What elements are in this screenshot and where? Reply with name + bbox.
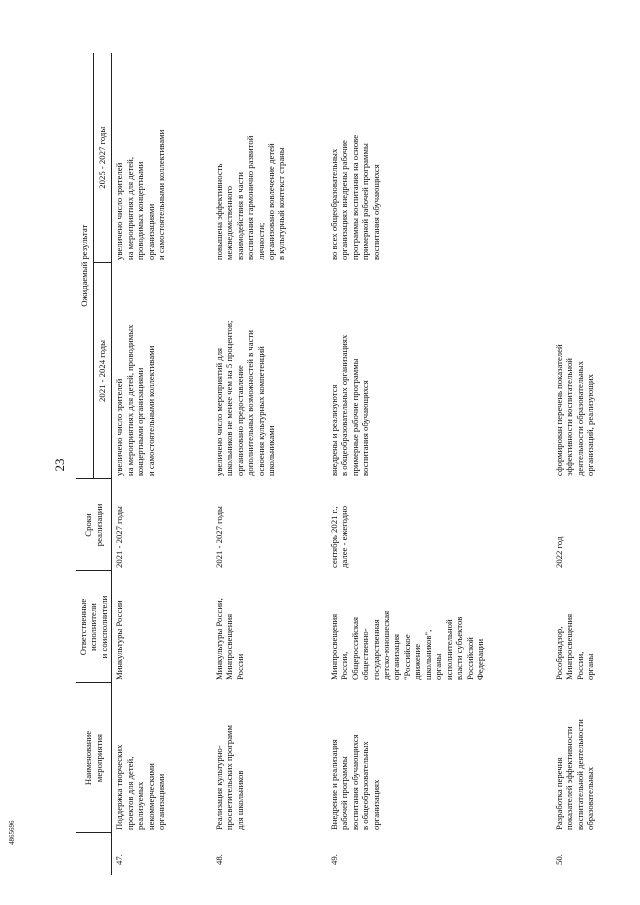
row-responsible: Минкультуры России, Минпросвещения России bbox=[213, 598, 245, 680]
row-terms: 2021 - 2027 годы bbox=[114, 506, 125, 568]
header-expected: Ожидаемый результат bbox=[76, 53, 94, 479]
row-result-2 bbox=[552, 53, 598, 263]
row-result-1: сформирован перечень показателей эффективности воспитательной деятельности образовательных организаций, реализующих bbox=[553, 344, 596, 476]
row-name: Реализация культурно- просветительских программ для школьников bbox=[213, 724, 245, 830]
table-row bbox=[212, 53, 327, 875]
header-name: Наименование мероприятия bbox=[76, 683, 112, 833]
row-number: 47. bbox=[114, 854, 125, 865]
row-responsible: Рособрнадзор, Минпросвещения России, органы bbox=[553, 613, 596, 680]
page-number: 23 bbox=[52, 458, 67, 472]
row-terms: сентябрь 2021 г., далее - ежегодно bbox=[328, 505, 350, 568]
row-result-2: повышена эффективность межведомственного взаимодействия в части воспитания гармонично развитой личности; организовано вовлечение детей в культурный контекст страны bbox=[213, 135, 287, 260]
header-num bbox=[76, 833, 112, 875]
row-result-1: внедрены и реализуются в общеобразовательных организациях примерные рабочие программы воспитания обучающихся bbox=[328, 334, 371, 476]
row-number: 50. bbox=[553, 854, 564, 865]
rotated-page bbox=[50, 35, 610, 875]
row-name: Внедрение и реализация рабочей программы воспитания обучающихся в общеобразовательных организациях bbox=[328, 734, 381, 830]
row-terms: 2022 год bbox=[553, 536, 564, 568]
row-result-2: во всех общеобразовательных организациях внедрены рабочие программы воспитания на основе примерной рабочей программы воспитания обучающихся bbox=[328, 134, 381, 260]
document-id: 4865696 bbox=[8, 820, 16, 845]
row-result-1: увеличено число зрителей на мероприятиях для детей, проводимых концертными организациями и самостоятельными коллективами bbox=[114, 324, 156, 476]
row-responsible: Минпросвещения России, Общероссийская общественно- государственная детско-юношеская организация "Российское движение школьников", органы исполнительной власти субъектов Российской Федерации bbox=[328, 610, 485, 680]
row-name: Поддержка творческих проектов для детей, реализуемых некоммерческими организациями bbox=[114, 744, 167, 830]
header-period-2: 2025 - 2027 годы bbox=[94, 53, 112, 263]
measures-table bbox=[76, 53, 598, 875]
row-responsible: Минкультуры России bbox=[114, 600, 125, 680]
row-result-2: увеличено число зрителей на мероприятиях для детей, проводимых концертными организациями и самостоятельными коллективами bbox=[114, 129, 167, 260]
table-row bbox=[327, 53, 552, 875]
header-responsible: Ответственные исполнители и соисполнители bbox=[76, 571, 112, 683]
table-row bbox=[112, 53, 212, 875]
row-name: Разработка перечня показателей эффективности воспитательной деятельности образовательных bbox=[553, 719, 596, 830]
header-period-1: 2021 - 2024 годы bbox=[94, 263, 112, 479]
header-terms: Сроки реализации bbox=[76, 479, 112, 571]
row-number: 48. bbox=[213, 854, 224, 865]
table-row bbox=[552, 53, 598, 875]
row-result-1: увеличено число мероприятий для школьников не менее чем на 5 процентов; организовано предоставление дополнительных возможностей в части освоения культурных компетенций школьниками bbox=[213, 320, 276, 476]
row-terms: 2021 - 2027 годы bbox=[213, 506, 224, 568]
row-number: 49. bbox=[328, 854, 339, 865]
table-header-row bbox=[76, 53, 94, 875]
